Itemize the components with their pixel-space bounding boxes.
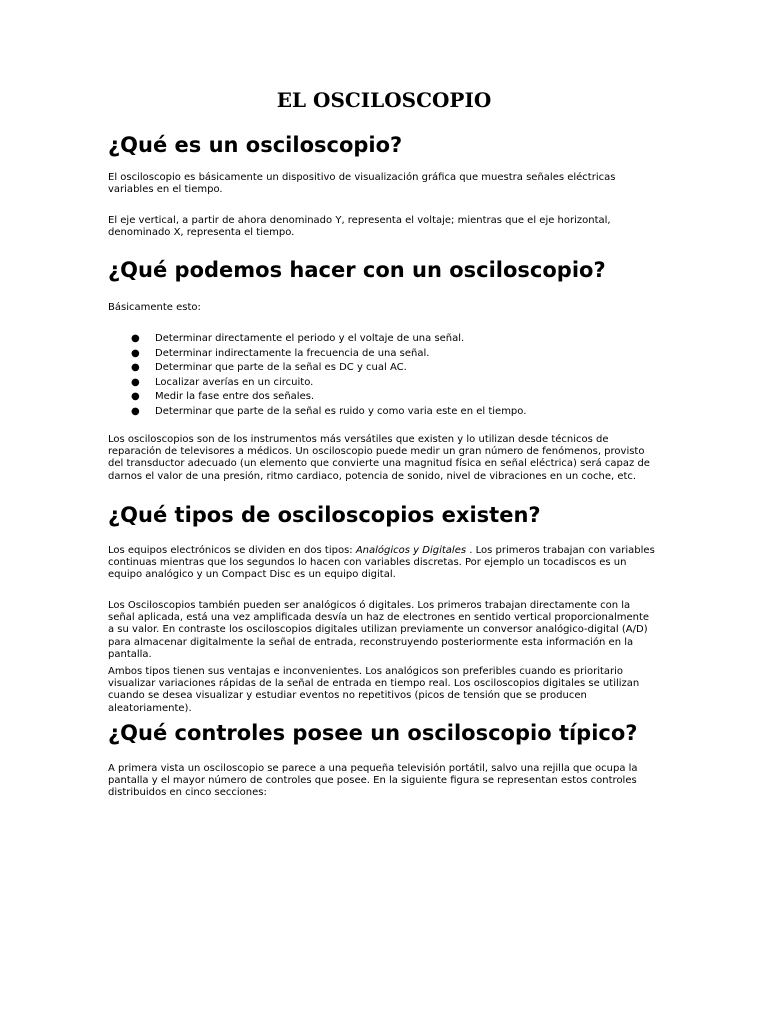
list-item <box>108 376 656 391</box>
paragraph-analog-digital: Los Osciloscopios también pueden ser analógicos ó digitales. Los primeros trabajan directamente con la señal aplicada, está una vez amplificada desvía un haz de electrones en sentido vertical proporcionalmente a su valor. En contraste los osciloscopios digitales utilizan previamente un conversor analógico-digital (A/D) para almacenar digitalmente la señal de entrada, reconstruyendo posteriormente esta información en la pantalla. <box>108 600 650 660</box>
bullet-icon: ● <box>131 347 140 359</box>
paragraph-types-intro <box>108 545 656 582</box>
list-item-text: Determinar que parte de la señal es DC y cual AC. <box>155 362 407 374</box>
bullet-icon: ● <box>131 391 140 403</box>
bullet-icon: ● <box>131 376 140 388</box>
types-intro-start: Los equipos electrónicos se dividen en dos tipos: <box>108 545 356 556</box>
bullet-icon: ● <box>131 362 140 374</box>
list-item-text: Determinar indirectamente la frecuencia de una señal. <box>155 347 430 359</box>
list-item <box>108 390 656 405</box>
paragraph-versatility: Los osciloscopios son de los instrumentos más versátiles que existen y lo utilizan desde técnicos de reparación de televisores a médicos. Un osciloscopio puede medir un gran número de fenómenos, provisto del transductor adecuado (un elemento que convierte una magnitud física en señal eléctrica) será capaz de darnos el valor de una presión, ritmo cardiaco, potencia de sonido, nivel de vibraciones en un coche, etc. <box>108 434 650 482</box>
paragraph-axes: El eje vertical, a partir de ahora denominado Y, representa el voltaje; mientras que el eje horizontal, denominado X, representa el tiempo. <box>108 215 611 239</box>
list-item-text: Localizar averías en un circuito. <box>155 376 314 388</box>
paragraph-intro: Básicamente esto: <box>108 302 201 313</box>
list-item <box>108 347 656 362</box>
section-heading-types: ¿Qué tipos de osciloscopios existen? <box>108 503 541 527</box>
list-item <box>108 332 656 347</box>
section-heading-what-can-do: ¿Qué podemos hacer con un osciloscopio? <box>108 258 606 282</box>
list-item-text: Determinar directamente el periodo y el voltaje de una señal. <box>155 333 465 344</box>
bullet-icon: ● <box>131 333 140 344</box>
list-item-text: Determinar que parte de la señal es ruido y como varia este en el tiempo. <box>155 405 527 417</box>
section-heading-controls: ¿Qué controles posee un osciloscopio típico? <box>108 721 638 745</box>
bullet-icon: ● <box>131 405 140 417</box>
list-item <box>108 405 656 420</box>
paragraph-definition: El osciloscopio es básicamente un dispositivo de visualización gráfica que muestra señales eléctricas variables en el tiempo. <box>108 172 616 196</box>
types-emphasis: Analógicos y Digitales <box>355 545 467 556</box>
capabilities-list <box>108 332 656 420</box>
list-item-text: Medir la fase entre dos señales. <box>155 391 315 403</box>
paragraph-pros-cons: Ambos tipos tienen sus ventajas e inconvenientes. Los analógicos son preferibles cuando es prioritario visualizar variaciones rápidas de la señal de entrada en tiempo real. Los osciloscopios digitales se utilizan cuando se desea visualizar y estudiar eventos no repetitivos (picos de tensión que se producen aleatoriamente). <box>108 666 640 714</box>
types-intro-end: . Los primeros trabajan con variables continuas mientras que los segundos lo hacen con variables discretas. Por ejemplo un tocadiscos es un equipo analógico y un Compact Disc es un equipo digital. <box>108 545 655 581</box>
paragraph-controls: A primera vista un osciloscopio se parece a una pequeña televisión portátil, salvo una rejilla que ocupa la pantalla y el mayor número de controles que posee. En la siguiente figura se representan estos controles distribuidos en cinco secciones: <box>108 763 638 799</box>
section-heading-what-is: ¿Qué es un osciloscopio? <box>108 133 403 157</box>
list-item <box>108 361 656 376</box>
page-title: EL OSCILOSCOPIO <box>276 88 492 112</box>
